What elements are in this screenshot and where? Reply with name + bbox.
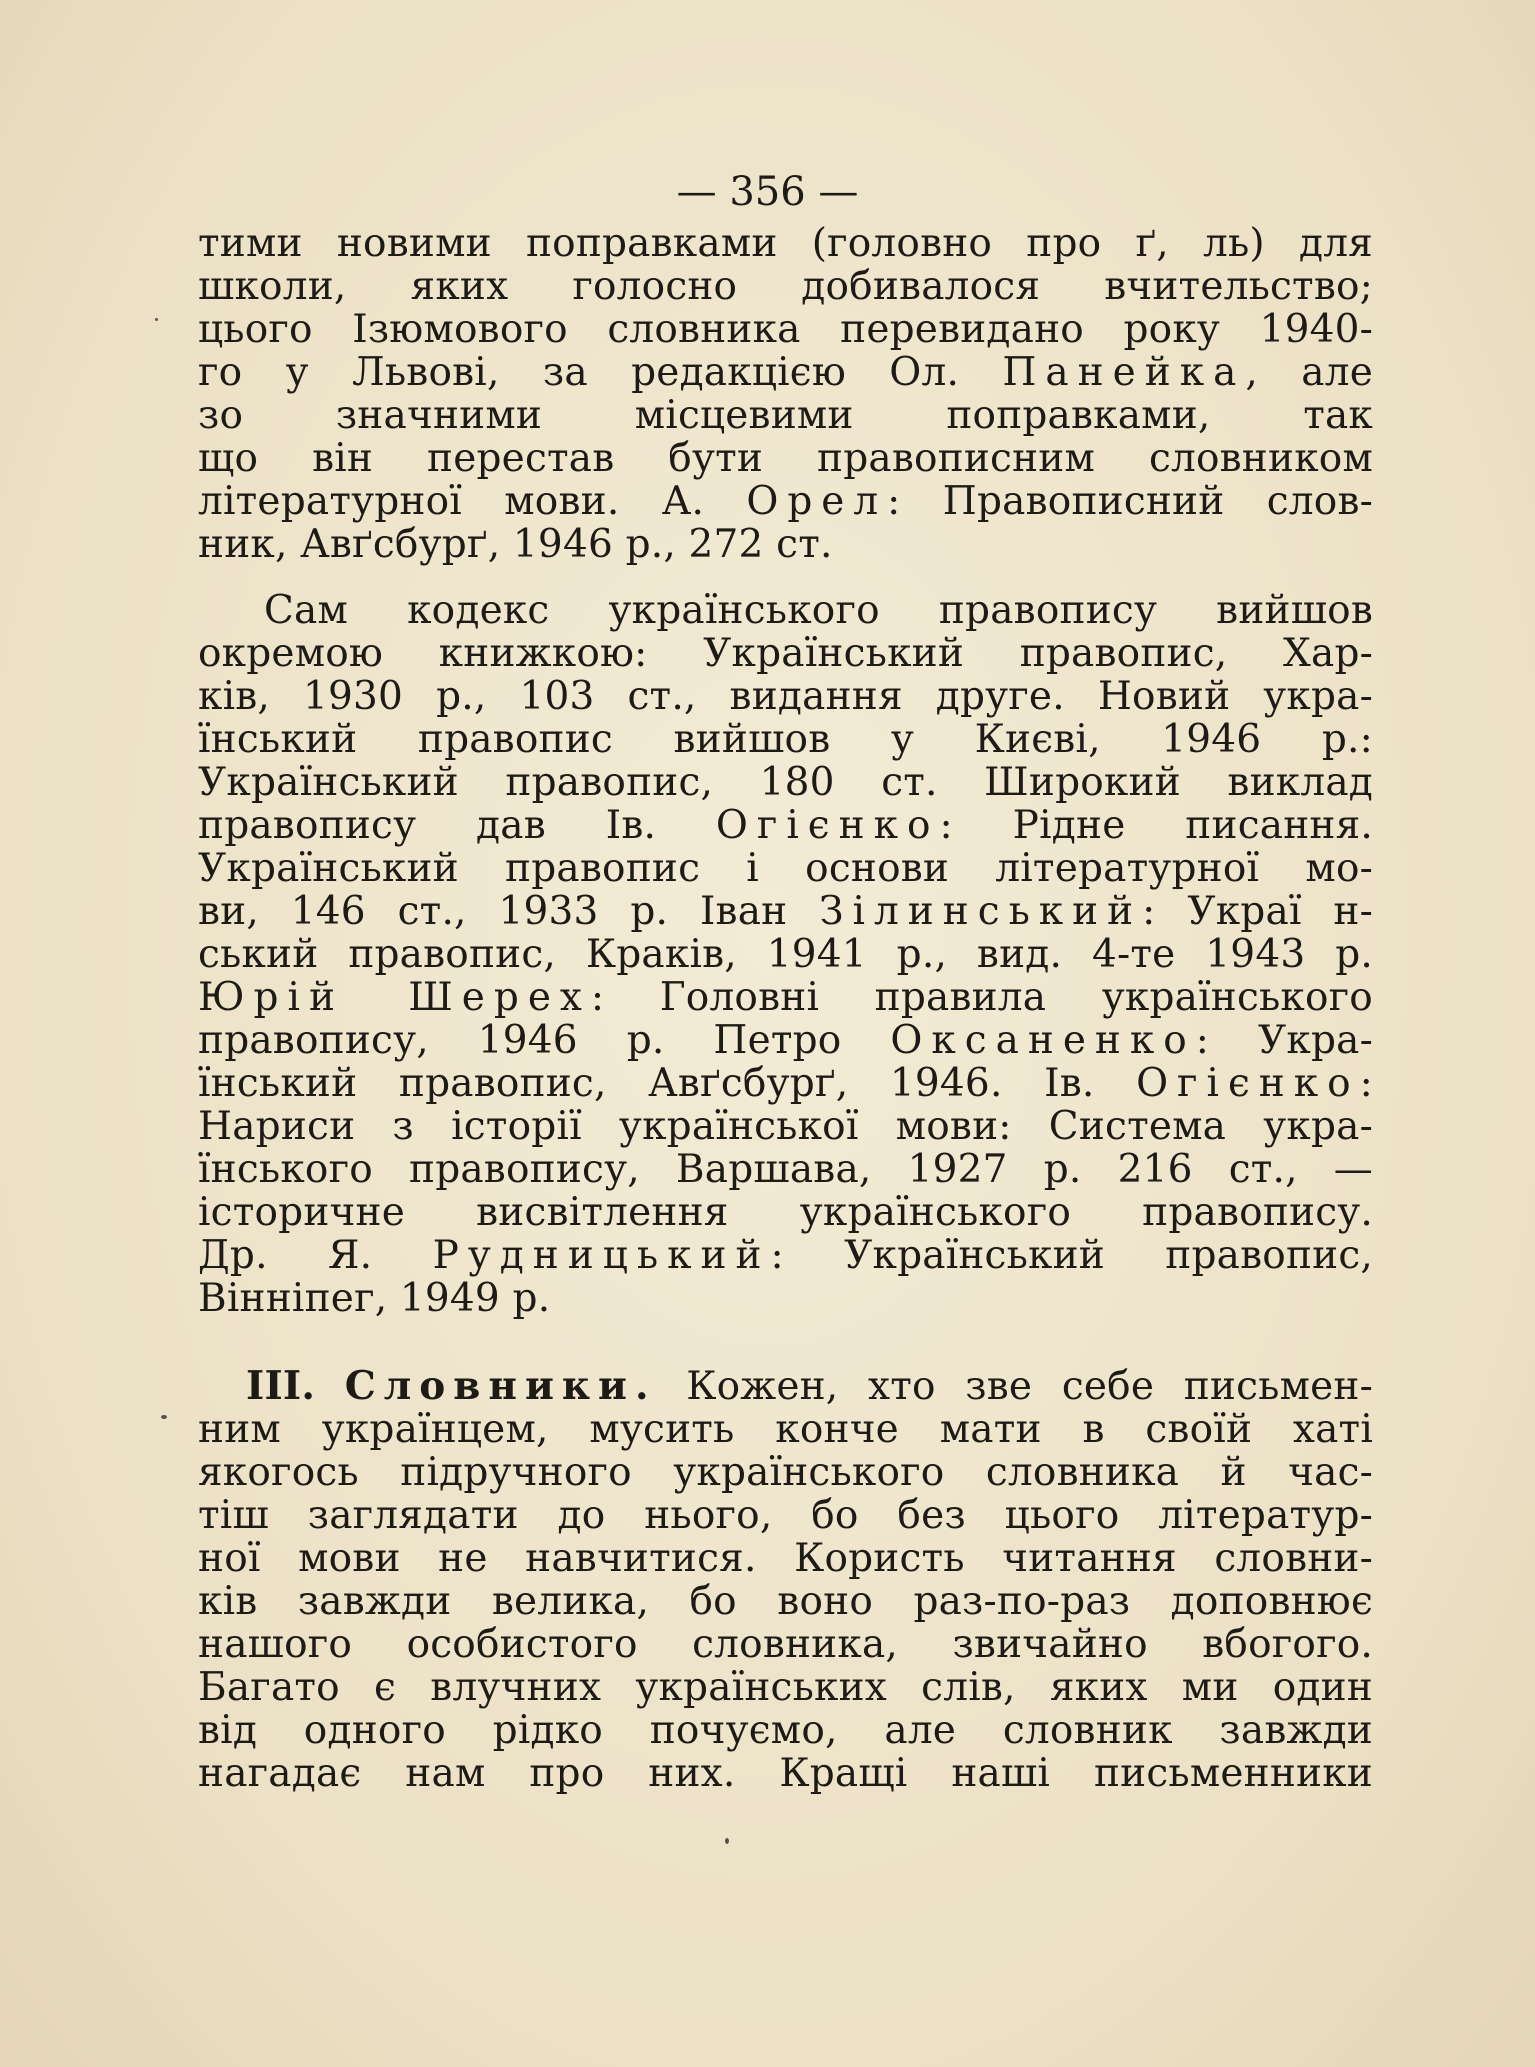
text-line: ків, 1930 р., 103 ст., видання друге. Новий укра- [198,674,1373,719]
text-line: нагадає нам про них. Кращі наші письменники [198,1751,1373,1796]
text-line: їнський правопис вийшов у Києві, 1946 р.: [198,717,1373,762]
paper-speck [155,318,158,321]
text-segment: : Рідне писання. [939,803,1373,848]
spaced-name: Огієнко [1136,1061,1360,1106]
text-line [198,1062,1373,1105]
text-line: тими новими поправками (головно про ґ, ль) для [198,221,1373,266]
spaced-name: Юрій Шерех [198,975,591,1020]
text-line: ним українцем, мусить конче мати в своїй хаті [198,1407,1373,1452]
text-segment: : Правописний слов- [887,479,1373,524]
text-line: тіш заглядати до нього, бо без цього літератур- [198,1493,1373,1538]
text-line: якогось підручного українського словника й час- [198,1450,1373,1495]
text-line [198,1234,1373,1277]
spaced-name: Зілинський [819,889,1143,934]
page-number: — 356 — [676,169,859,215]
text-line: Багато є влучних українських слів, яких ми один [198,1665,1373,1710]
text-line [198,351,1373,394]
spaced-name: Рудницький [432,1233,771,1278]
text-line: Сам кодекс українського правопису вийшов [264,588,1373,633]
text-segment: : Укра- [1195,1018,1373,1063]
spaced-name: Панейка [1002,350,1246,395]
text-line: зо значними місцевими поправками, так [198,393,1373,438]
text-segment: літературної мови. А. [198,479,705,524]
text-line [198,976,1373,1019]
text-segment: : Украї н- [1142,889,1373,934]
text-segment: : Український правопис, [770,1233,1373,1278]
text-line [198,890,1373,933]
text-line [198,804,1373,847]
text-line: ник, Авґсбурґ, 1946 р., 272 ст. [198,522,833,567]
text-segment: : Головні правила українського [590,975,1373,1020]
text-line: Вінніпег, 1949 р. [198,1276,551,1321]
text-segment: правопису дав Ів. [198,803,657,848]
text-segment: Др. Я. [198,1233,373,1278]
paper-speck [161,1415,167,1419]
text-segment: го у Львові, за редакцією Ол. [198,350,960,395]
text-line: Український правопис і основи літературної мо- [198,846,1373,891]
paragraph-orthography-dictionaries [198,222,1373,566]
text-line: що він перестав бути правописним словником [198,436,1373,481]
text-line: школи, яких голосно добивалося вчительство; [198,264,1373,309]
text-line: від одного рідко почуємо, але словник завжди [198,1708,1373,1753]
text-line: їнського правопису, Варшава, 1927 р. 216 ст., — [198,1147,1373,1192]
text-line [198,480,1373,523]
text-segment: правопису, 1946 р. Петро [198,1018,842,1063]
text-line: нашого особистого словника, звичайно вбогого. [198,1622,1373,1667]
text-line: Український правопис, 180 ст. Широкий виклад [198,760,1373,805]
paper-speck [725,1838,729,1844]
paragraph-orthography-codex [198,589,1373,1320]
spaced-name: Огієнко [715,803,940,848]
spaced-name: Орел [746,479,888,524]
text-line [198,1019,1373,1062]
text-segment: , але [1245,350,1374,395]
text-segment: Кожен, хто зве себе письмен- [686,1364,1373,1409]
paragraph-dictionaries-section [198,1365,1373,1795]
section-number: III. [246,1363,316,1409]
text-line: ної мови не навчитися. Користь читання словни- [198,1536,1373,1581]
text-line: Нариси з історії української мови: Система укра- [198,1104,1373,1149]
text-segment: : [1359,1061,1373,1106]
text-segment: їнський правопис, Авґсбурґ, 1946. Ів. [198,1061,1095,1106]
text-line: ський правопис, Краків, 1941 р., вид. 4-те 1943 р. [198,932,1373,977]
text-line: ків завжди велика, бо воно раз-по-раз доповнює [198,1579,1373,1624]
text-line: історичне висвітлення українського правопису. [198,1190,1373,1235]
spaced-name: Оксаненко [890,1018,1196,1063]
text-line: цього Ізюмового словника перевидано року 1940- [198,307,1373,352]
text-line: окремою книжкою: Український правопис, Хар- [198,631,1373,676]
section-heading-line [198,1365,1373,1408]
section-title: Словники. [344,1363,657,1409]
text-segment: ви, 146 ст., 1933 р. Іван [198,889,788,934]
